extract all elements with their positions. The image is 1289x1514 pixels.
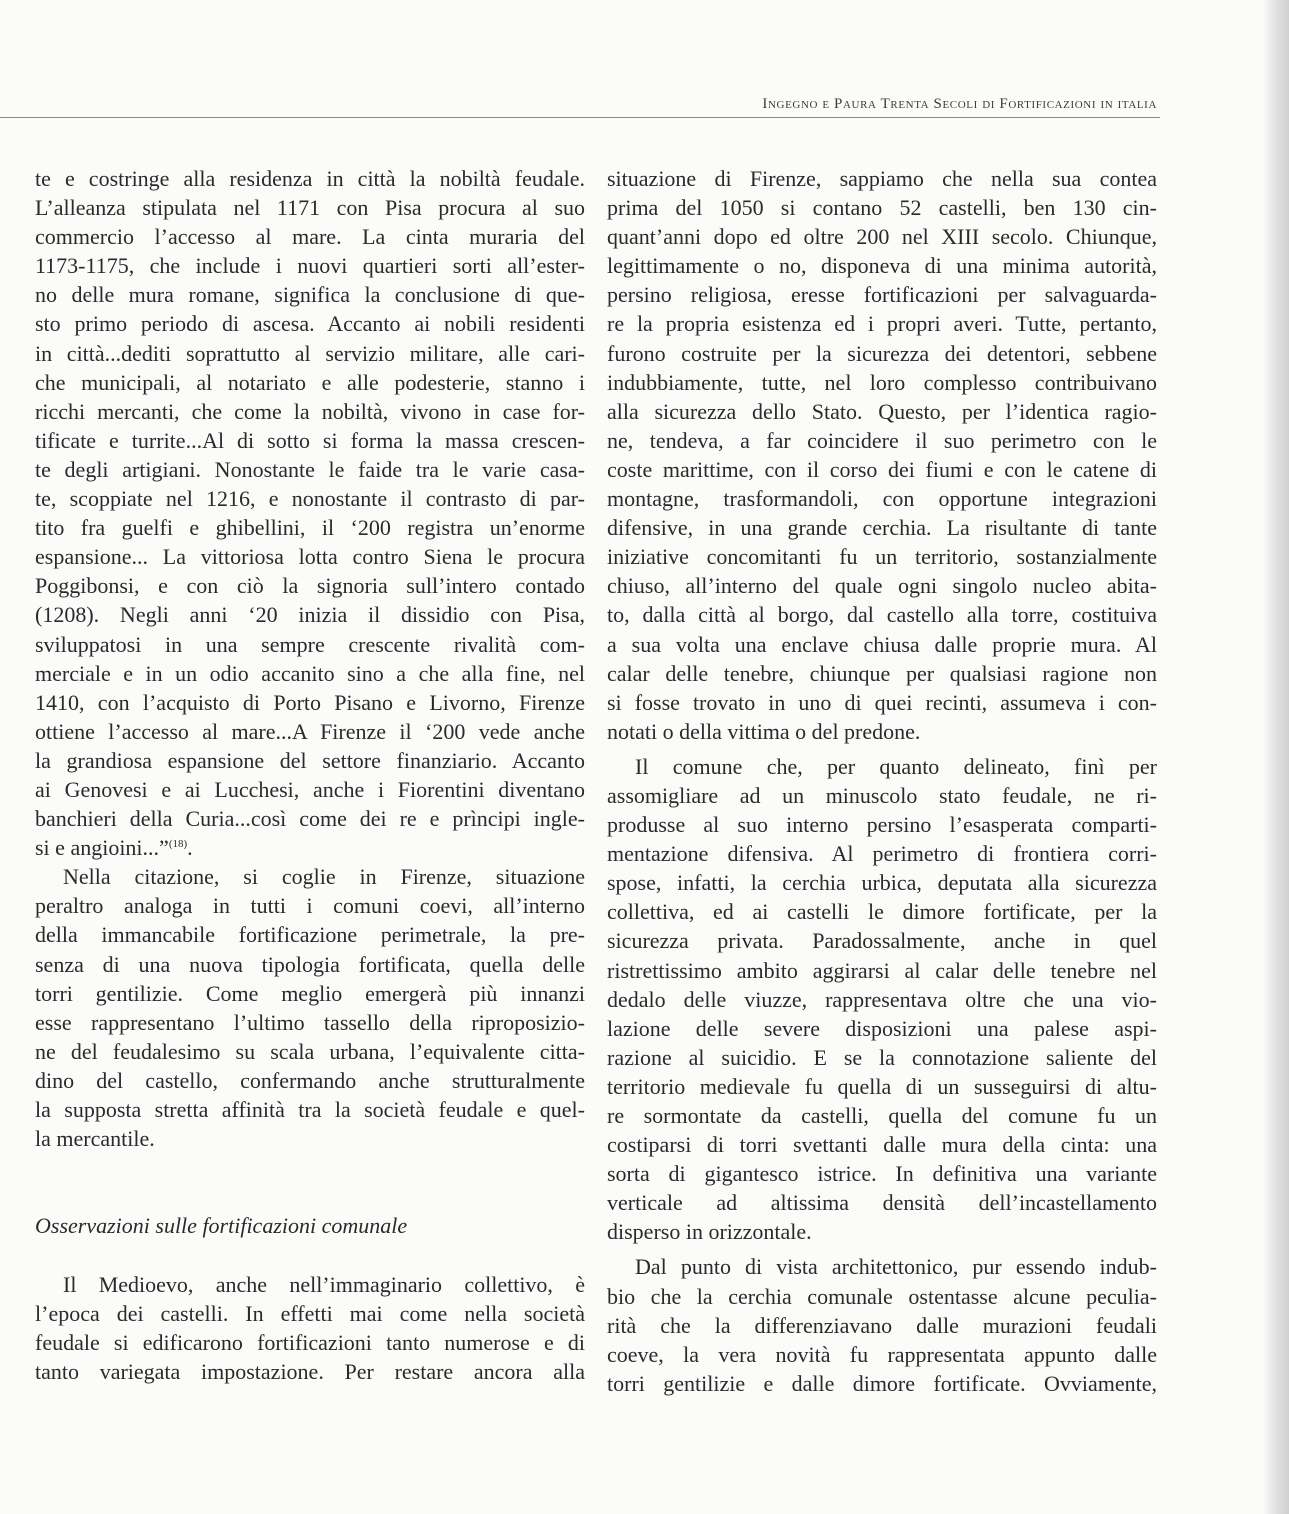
text-line: quant’anni dopo ed oltre 200 nel XIII secolo. Chiunque, (607, 224, 1157, 250)
text-line: persino religiosa, eresse fortificazioni per salvaguarda- (607, 282, 1157, 308)
text-line: prima del 1050 si contano 52 castelli, ben 130 cin- (607, 195, 1157, 221)
text-line: Poggibonsi, e con ciò la signoria sull’intero contado (35, 573, 585, 599)
text-line: la supposta stretta affinità tra la società feudale e quel- (35, 1097, 585, 1122)
text-line: banchieri della Curia...così come dei re e prìncipi ingle- (35, 806, 585, 832)
text-line: tanto variegata impostazione. Per restare ancora alla (35, 1358, 585, 1384)
text-line: Il comune che, per quanto delineato, finì per (635, 753, 1157, 779)
header-rule (0, 117, 1160, 118)
text-line: tificate e turrite...Al di sotto si forma la massa crescen- (35, 427, 585, 453)
text-line: coeve, la vera novità fu rappresentata appunto dalle (607, 1341, 1157, 1367)
text-line: la grandiosa espansione del settore finanziario. Accanto (35, 747, 585, 773)
text-line: te, scoppiate nel 1216, e nonostante il contrasto di par- (35, 486, 585, 512)
text-line: furono costruite per la sicurezza dei detentori, sebbene (607, 340, 1157, 366)
text-line: no delle mura romane, significa la conclusione di que- (35, 282, 585, 308)
text-line: l’epoca dei castelli. In effetti mai come nella società (35, 1300, 585, 1326)
text-line: ristrettissimo ambito aggirarsi al calar delle tenebre nel (607, 957, 1157, 983)
text-line: della immancabile fortificazione perimetrale, la pre- (35, 922, 585, 948)
left-column (35, 164, 585, 1386)
text-line: ai Genovesi e ai Lucchesi, anche i Fiorentini diventano (35, 776, 585, 802)
paragraph-5 (607, 752, 1157, 1247)
text-line: verticale ad altissima densità dell’incastellamento (607, 1190, 1157, 1216)
text-line: territorio medievale fu quella di un susseguirsi di altu- (607, 1073, 1157, 1099)
text-line: lazione delle severe disposizioni una palese aspi- (607, 1015, 1157, 1041)
text-line: te degli artigiani. Nonostante le faide tra le varie casa- (35, 456, 585, 482)
text-line: situazione di Firenze, sappiamo che nella sua contea (607, 166, 1157, 191)
paragraph-6 (607, 1252, 1157, 1397)
text-line: re la propria esistenza ed i propri averi. Tutte, pertanto, (607, 311, 1157, 337)
section-heading: Osservazioni sulle fortificazioni comunale (35, 1213, 408, 1239)
footnote-ref: (18) (168, 838, 188, 851)
text-line: in città...dediti soprattutto al servizio militare, alle cari- (35, 340, 585, 366)
text-line: a sua volta una enclave chiusa dalle proprie mura. Al (607, 631, 1157, 657)
text-line: to, dalla città al borgo, dal castello alla torre, costituiva (607, 602, 1157, 628)
paragraph-3 (35, 1270, 585, 1386)
text-line: sicurezza privata. Paradossalmente, anche in quel (607, 928, 1157, 954)
text-line: bio che la cerchia comunale ostentasse alcune peculia- (607, 1283, 1157, 1309)
text-line: L’alleanza stipulata nel 1171 con Pisa procura al suo (35, 195, 585, 221)
text-line: Dal punto di vista architettonico, pur essendo indub- (635, 1254, 1157, 1280)
text-line: ne del feudalesimo su scala urbana, l’equivalente citta- (35, 1038, 585, 1064)
right-column (607, 164, 1157, 1398)
text-line: spose, infatti, la cerchia urbica, deputata alla sicurezza (607, 870, 1157, 896)
text-line: ricchi mercanti, che come la nobiltà, vivono in case for- (35, 398, 585, 424)
text-line: Nella citazione, si coglie in Firenze, situazione (63, 864, 585, 890)
text-line: feudale si edificarono fortificazioni tanto numerose e di (35, 1329, 585, 1355)
text-line: razione al suicidio. E se la connotazione saliente del (607, 1044, 1157, 1070)
text-line: te e costringe alla residenza in città la nobiltà feudale. (35, 166, 585, 191)
text-line: senza di una nuova tipologia fortificata, quella delle (35, 951, 585, 977)
text-line: commercio l’accesso al mare. La cinta muraria del (35, 224, 585, 250)
text-line: torri gentilizie. Come meglio emergerà più innanzi (35, 980, 585, 1006)
text-line: la mercantile. (35, 1126, 155, 1152)
text-line: espansione... La vittoriosa lotta contro Siena le procura (35, 544, 585, 570)
text-line: dedalo delle viuzze, rappresentava oltre che una vio- (607, 986, 1157, 1012)
text-line: peraltro analoga in tutti i comuni coevi, all’interno (35, 893, 585, 919)
text-line: (1208). Negli anni ‘20 inizia il dissidio con Pisa, (35, 602, 585, 628)
text-line: alla sicurezza dello Stato. Questo, per l’identica ragio- (607, 398, 1157, 424)
text-line: tito fra guelfi e ghibellini, il ‘200 registra un’enorme (35, 515, 585, 541)
text-line: dino del castello, confermando anche strutturalmente (35, 1067, 585, 1093)
text-line: montagne, trasformandoli, con opportune integrazioni (607, 486, 1157, 512)
text-line: sviluppatosi in una sempre crescente rivalità com- (35, 631, 585, 657)
period: . (187, 835, 193, 861)
paragraph-4 (607, 164, 1157, 746)
text-line: chiuso, all’interno del quale ogni singolo nucleo abita- (607, 573, 1157, 599)
text-line: rità che la differenziavano dalle murazioni feudali (607, 1312, 1157, 1338)
text-line: difensive, in una grande cerchia. La risultante di tante (607, 515, 1157, 541)
quote-end: si e angioini...” (35, 835, 169, 861)
running-head: Ingegno e Paura Trenta Secoli di Fortificazioni in italia (762, 96, 1157, 112)
text-line: che municipali, al notariato e alle podesterie, stanno i (35, 369, 585, 395)
page-edge-shadow (1263, 0, 1289, 1514)
text-line: ottiene l’accesso al mare...A Firenze il ‘200 vede anche (35, 718, 585, 744)
text-line: ne, tendeva, a far coincidere il suo perimetro con le (607, 427, 1157, 453)
text-line: torri gentilizie e dalle dimore fortificate. Ovviamente, (607, 1370, 1157, 1396)
text-line: sto primo periodo di ascesa. Accanto ai nobili residenti (35, 311, 585, 337)
text-line: coste marittime, con il corso dei fiumi e con le catene di (607, 456, 1157, 482)
text-line (35, 833, 585, 862)
paragraph-1 (35, 164, 585, 862)
text-line: 1410, con l’acquisto di Porto Pisano e Livorno, Firenze (35, 689, 585, 715)
text-line: notati o della vittima o del predone. (607, 718, 921, 744)
text-line: produsse al suo interno persino l’esasperata comparti- (607, 812, 1157, 838)
text-line: sorta di gigantesco istrice. In definitiva una variante (607, 1161, 1157, 1187)
text-line: esse rappresentano l’ultimo tassello della riproposizio- (35, 1009, 585, 1035)
text-line: Il Medioevo, anche nell’immaginario collettivo, è (63, 1271, 585, 1297)
text-line: iniziative concomitanti fu un territorio, sostanzialmente (607, 544, 1157, 570)
text-line: disperso in orizzontale. (607, 1219, 812, 1245)
text-line: si fosse trovato in uno di quei recinti, assumeva i con- (607, 689, 1157, 715)
text-line: indubbiamente, tutte, nel loro complesso contribuivano (607, 369, 1157, 395)
text-line: merciale e in un odio accanito sino a che alla fine, nel (35, 660, 585, 686)
paragraph-2 (35, 862, 585, 1153)
text-line: mentazione difensiva. Al perimetro di frontiera corri- (607, 841, 1157, 867)
text-line: calar delle tenebre, chiunque per qualsiasi ragione non (607, 660, 1157, 686)
text-line: 1173-1175, che include i nuovi quartieri sorti all’ester- (35, 253, 585, 279)
text-line: costiparsi di torri svettanti dalle mura della cinta: una (607, 1132, 1157, 1158)
text-line: legittimamente o no, disponeva di una minima autorità, (607, 253, 1157, 279)
text-line: re sormontate da castelli, quella del comune fu un (607, 1103, 1157, 1128)
text-line: assomigliare ad un minuscolo stato feudale, ne ri- (607, 782, 1157, 808)
text-line: collettiva, ed ai castelli le dimore fortificate, per la (607, 899, 1157, 925)
